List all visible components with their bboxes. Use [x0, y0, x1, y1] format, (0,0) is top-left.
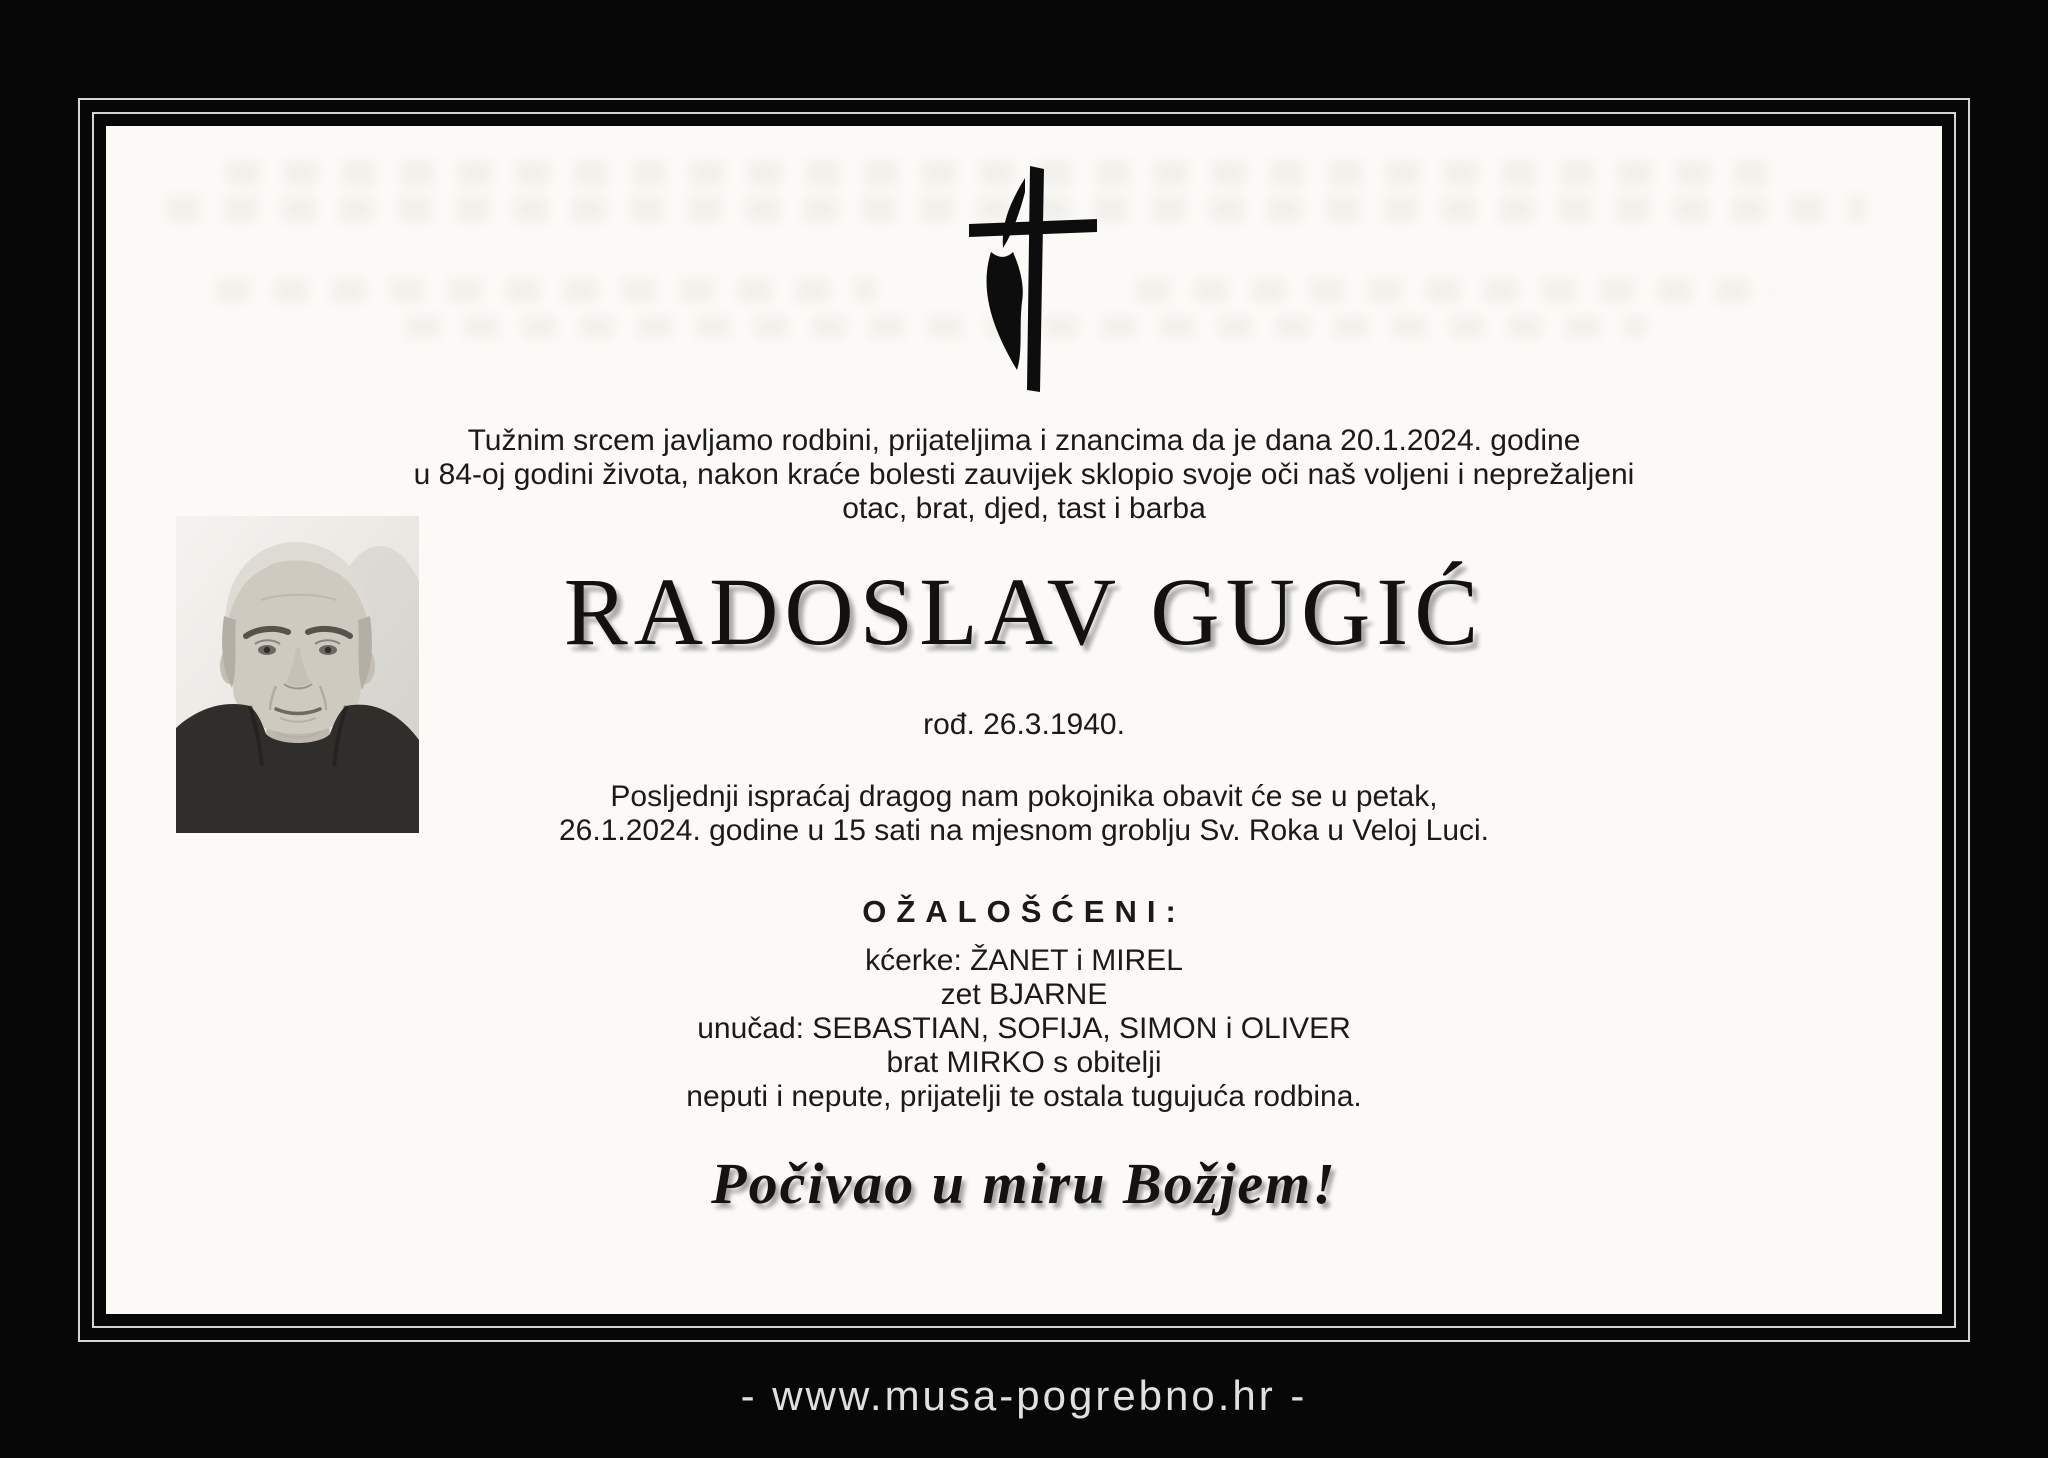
deceased-name: RADOSLAV GUGIĆ — [563, 558, 1485, 665]
footer-website-url: - www.musa-pogrebno.hr - — [740, 1372, 1308, 1419]
frame-outer-pinstripe — [78, 98, 1970, 1342]
intro-line: Tužnim srcem javljamo rodbini, prijateljima i znancima da je dana 20.1.2024. godine — [467, 424, 1581, 457]
funeral-line: 26.1.2024. godine u 15 sati na mjesnom groblju Sv. Roka u Veloj Luci. — [558, 814, 1490, 847]
mourners-item: unučad: SEBASTIAN, SOFIJA, SIMON i OLIVER — [697, 1012, 1351, 1045]
mourners-item: kćerke: ŽANET i MIREL — [865, 944, 1183, 977]
birth-date: rođ. 26.3.1940. — [923, 708, 1125, 741]
mourners-list — [106, 944, 1942, 1114]
funeral-line: Posljednji ispraćaj dragog nam pokojnika obavit će se u petak, — [610, 780, 1438, 813]
mourners-heading: OŽALOŠĆENI: — [862, 894, 1186, 929]
intro-line: otac, brat, djed, tast i barba — [842, 492, 1206, 525]
mourners-item: zet BJARNE — [940, 978, 1108, 1011]
cross-and-flame-icon — [106, 164, 1942, 392]
mourners-item: brat MIRKO s obitelji — [886, 1046, 1162, 1079]
deceased-portrait-photo — [176, 516, 419, 833]
intro-line: u 84-oj godini života, nakon kraće bolesti zauvijek sklopio svoje oči naš voljeni i neprežaljeni — [413, 458, 1635, 491]
mourners-item: neputi i nepute, prijatelji te ostala tugujuća rodbina. — [686, 1080, 1362, 1113]
intro-paragraph — [106, 424, 1942, 526]
closing-message: Počivao u miru Božjem! — [711, 1151, 1337, 1216]
frame-inner-pinstripe — [92, 112, 1956, 1328]
obituary-card — [106, 126, 1942, 1314]
